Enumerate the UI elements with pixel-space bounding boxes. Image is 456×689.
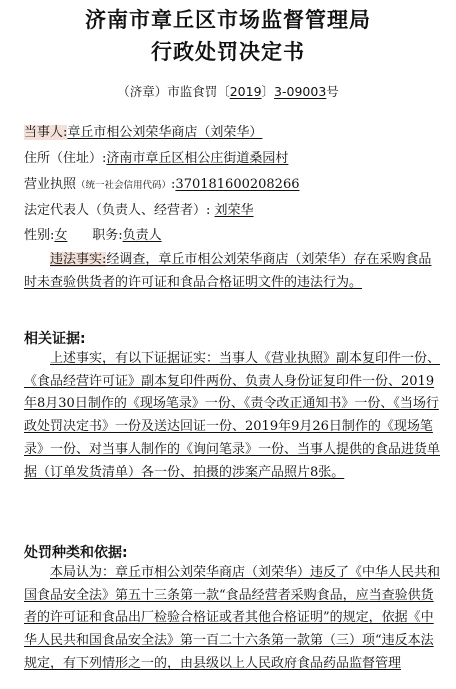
party-license-row — [24, 176, 300, 195]
evidence-text: 上述事实，有以下证据证实：当事人《营业执照》副本复印件一份、《食品经营许可证》副本复印件两份、负责人身份证复印件一份、2019年8月30日制作的《现场笔录》一份、《责令改正通知书》一份、《当场行政处罚决定书》一份及送达回证一份、2019年9月26日制作的《现场笔录》一份、对当事人制作的《询问笔录》一份、当事人提供的食品进货单据（订单发货清单）各一份、拍摄的涉案产品照片8张。 — [24, 351, 441, 480]
party-address-row — [24, 150, 288, 168]
penalty-text: 本局认为：章丘市相公刘荣华商店（刘荣华）违反了《中华人民共和国食品安全法》第五十三条第一款“食品经营者采购食品，应当查验供货者的许可证和食品出厂检验合格证或者其他合格证明”的规定，依据《中华人民共和国食品安全法》第一百二十六条第一款第（三）项“违反本法规定，有下列情形之一的，由县级以上人民政府食品药品监督管理 — [24, 565, 441, 671]
party-address-value: 济南市章丘区相公庄街道桑园村 — [106, 151, 289, 166]
evidence-paragraph — [24, 348, 442, 484]
party-name-label: 当事人: — [24, 125, 68, 140]
evidence-heading: 相关证据: — [24, 331, 86, 347]
document-number — [0, 84, 456, 100]
party-gender-label: 性别: — [24, 228, 55, 243]
party-gender-row — [24, 227, 162, 245]
docno-suffix: 号 — [326, 84, 339, 99]
party-representative-label: 法定代表人（负责人、经营者）: — [24, 203, 211, 218]
party-license-sublabel: （统一社会信用代码） — [76, 180, 172, 191]
party-name-row — [24, 124, 262, 142]
penalty-heading: 处罚种类和依据: — [24, 545, 128, 561]
docno-mid: 〕 — [261, 84, 275, 99]
party-license-value: 370181600208266 — [175, 177, 300, 192]
docno-year: 2019 — [229, 84, 262, 99]
penalty-paragraph — [24, 562, 442, 676]
illegal-facts-text-first: 经调查，章丘市相公刘荣华商店（刘荣华） — [106, 252, 354, 267]
party-gender-value: 女 — [54, 228, 68, 243]
document-title-type: 行政处罚决定书 — [151, 40, 305, 64]
party-name-value: 章丘市相公刘荣华商店（刘荣华） — [67, 125, 263, 140]
illegal-facts-text-rest: 存在采购食品时未查验供货者的许可证和食品合格证明文件的违法行为。 — [24, 252, 432, 290]
party-position-value: 负责人 — [122, 228, 162, 243]
party-license-colon: : — [171, 177, 176, 192]
document-title-agency: 济南市章丘区市场监督管理局 — [85, 8, 371, 32]
party-representative-value: 刘荣华 — [214, 203, 254, 218]
docno-prefix: （济章）市监食罚〔 — [117, 84, 230, 99]
party-position-label: 职务: — [92, 228, 123, 243]
party-license-label: 营业执照 — [24, 177, 77, 192]
party-address-label: 住所（住址）: — [24, 151, 107, 166]
illegal-facts-label: 违法事实: — [50, 252, 107, 267]
party-representative-row — [24, 202, 254, 220]
docno-number: 3-09003 — [274, 84, 327, 99]
illegal-facts-paragraph — [24, 249, 442, 294]
